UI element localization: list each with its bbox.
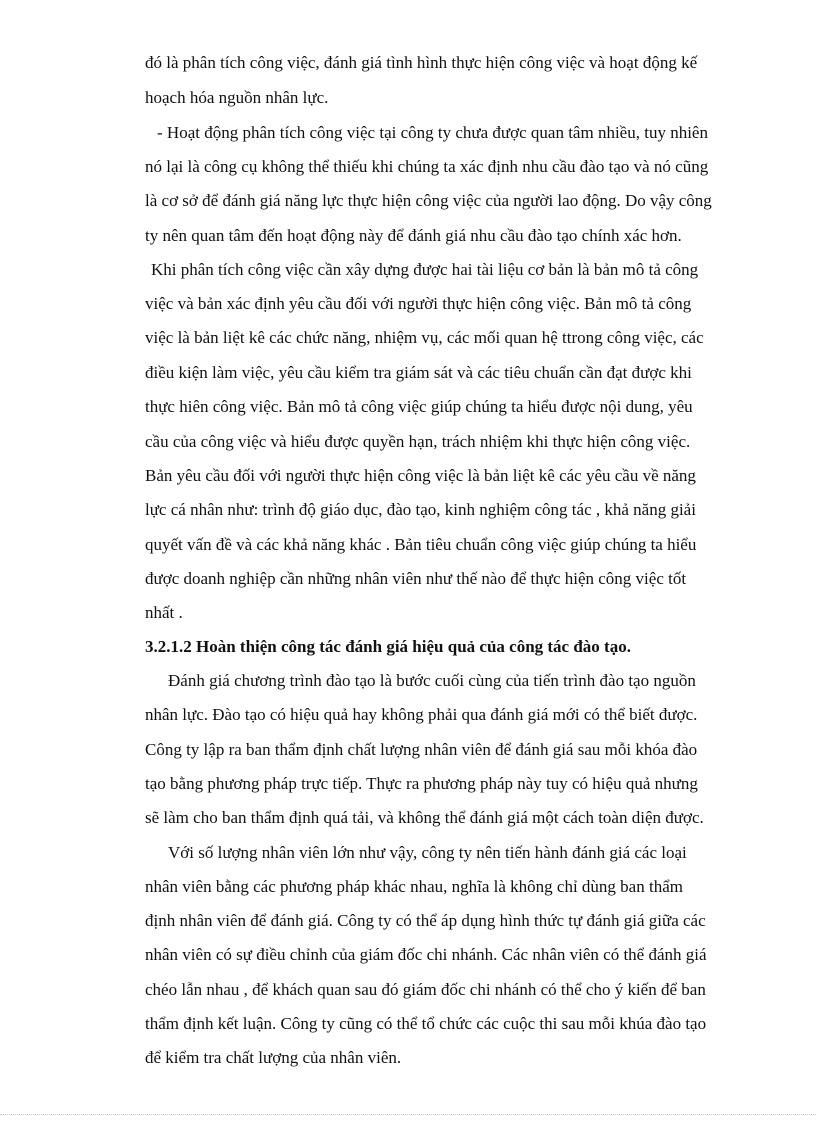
text-line: đó là phân tích công việc, đánh giá tình hình thực hiện công việc và hoạt động kế xyxy=(145,53,698,72)
text-line: tạo bằng phương pháp trực tiếp. Thực ra phương pháp này tuy có hiệu quả nhưng xyxy=(145,774,698,793)
text-line: nó lại là công cụ không thể thiếu khi chúng ta xác định nhu cầu đào tạo và nó cũng xyxy=(145,157,709,176)
text-line: hoạch hóa nguồn nhân lực. xyxy=(145,88,329,107)
text-line: thẩm định kết luận. Công ty cũng có thể tổ chức các cuộc thi sau mỗi khúa đào tạo xyxy=(145,1014,707,1033)
text-line: chéo lẫn nhau , để khách quan sau đó giám đốc chi nhánh có thể cho ý kiến để ban xyxy=(145,980,706,999)
text-line: để kiểm tra chất lượng của nhân viên. xyxy=(145,1048,402,1067)
text-line: định nhân viên để đánh giá. Công ty có thể áp dụng hình thức tự đánh giá giữa các xyxy=(145,911,706,930)
text-line: thực hiên công việc. Bản mô tả công việc giúp chúng ta hiểu được nội dung, yêu xyxy=(145,397,693,416)
text-line: nhân lực. Đào tạo có hiệu quả hay không phải qua đánh giá mới có thể biết được. xyxy=(145,705,698,724)
section-heading: 3.2.1.2 Hoàn thiện công tác đánh giá hiệu quả của công tác đào tạo. xyxy=(145,637,631,656)
text-line: Bản yêu cầu đối với người thực hiện công việc là bản liệt kê các yêu cầu về năng xyxy=(145,466,696,485)
text-line: quyết vấn đề và các khả năng khác . Bản tiêu chuẩn công việc giúp chúng ta hiểu xyxy=(145,535,697,554)
text-line: Với số lượng nhân viên lớn như vậy, công ty nên tiến hành đánh giá các loại xyxy=(168,843,687,862)
text-line: sẽ làm cho ban thẩm định quá tải, và không thể đánh giá một cách toàn diện được. xyxy=(145,808,704,827)
text-line: Khi phân tích công việc cần xây dựng được hai tài liệu cơ bản là bản mô tả công xyxy=(151,260,699,279)
text-line: được doanh nghiệp cần những nhân viên như thế nào để thực hiện công việc tốt xyxy=(145,569,687,588)
text-line: nhất . xyxy=(145,603,183,622)
text-line: là cơ sở để đánh giá năng lực thực hiện công việc của người lao động. Do vậy công xyxy=(145,191,712,210)
text-line: điều kiện làm việc, yêu cầu kiểm tra giám sát và các tiêu chuẩn cần đạt được khi xyxy=(145,363,692,382)
text-line: ty nên quan tâm đến hoạt động này để đánh giá nhu cầu đào tạo chính xác hơn. xyxy=(145,226,682,245)
text-line: Công ty lập ra ban thẩm định chất lượng nhân viên để đánh giá sau mỗi khóa đào xyxy=(145,740,698,759)
text-line: Đánh giá chương trình đào tạo là bước cuối cùng của tiến trình đào tạo nguồn xyxy=(168,671,696,690)
text-line: việc là bản liệt kê các chức năng, nhiệm vụ, các mối quan hệ ttrong công việc, các xyxy=(145,328,704,347)
text-line: nhân viên có sự điều chỉnh của giám đốc chi nhánh. Các nhân viên có thể đánh giá xyxy=(145,945,707,964)
text-line: lực cá nhân như: trình độ giáo dục, đào tạo, kinh nghiệm công tác , khả năng giải xyxy=(145,500,696,519)
text-line: việc và bản xác định yêu cầu đối với người thực hiện công việc. Bản mô tả công xyxy=(145,294,692,313)
text-line: nhân viên bằng các phương pháp khác nhau, nghĩa là không chỉ dùng ban thẩm xyxy=(145,877,683,896)
footer-divider xyxy=(0,1114,816,1115)
text-line: cầu của công việc và hiểu được quyền hạn, trách nhiệm khi thực hiện công việc. xyxy=(145,432,691,451)
text-line: - Hoạt động phân tích công việc tại công ty chưa được quan tâm nhiều, tuy nhiên xyxy=(157,123,708,142)
